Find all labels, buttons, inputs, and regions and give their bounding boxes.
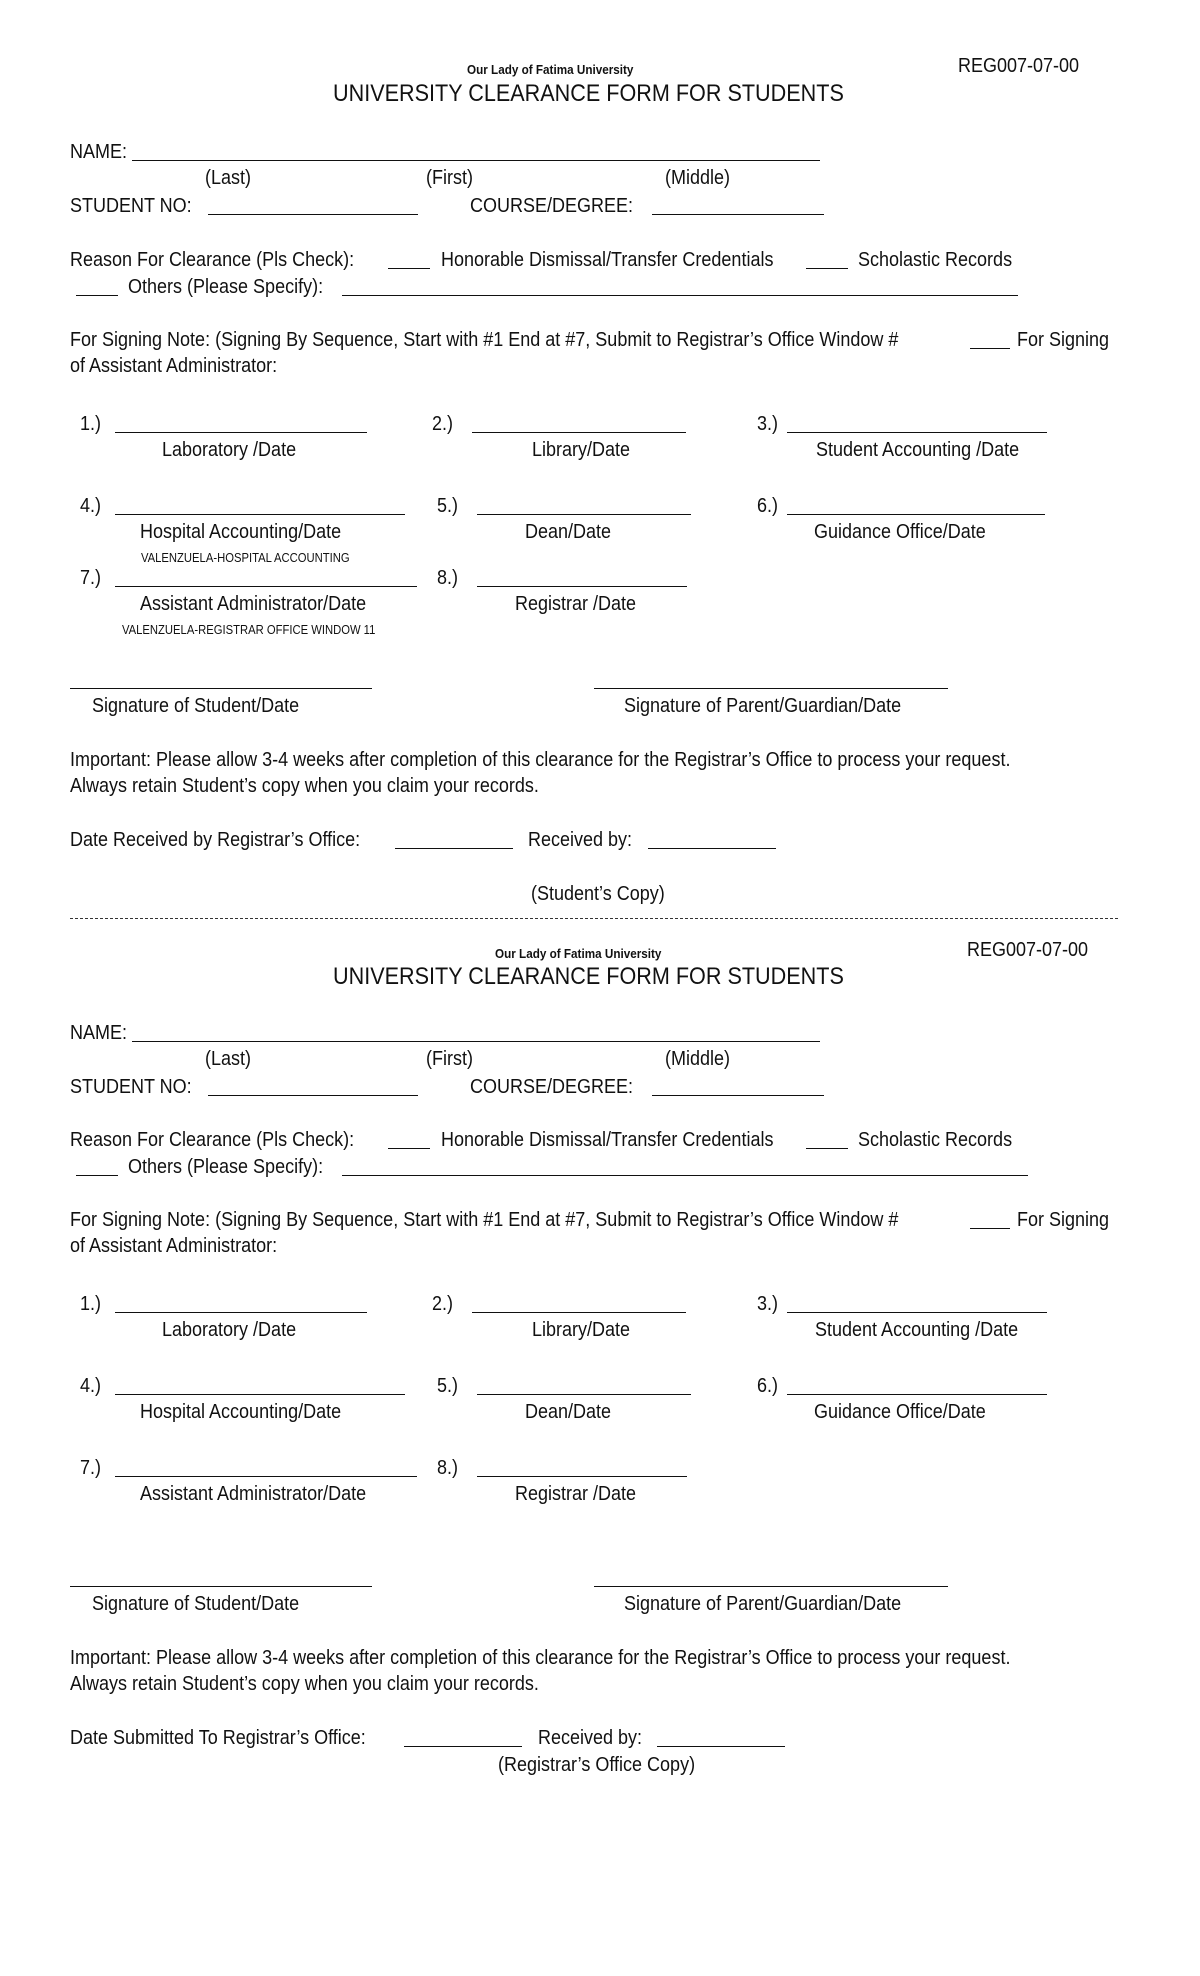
signatory-6-label: Guidance Office/Date bbox=[814, 1401, 986, 1423]
signatory-1-label: Laboratory /Date bbox=[162, 439, 297, 461]
signing-note-line2: of Assistant Administrator: bbox=[70, 1235, 278, 1257]
student-no-field[interactable] bbox=[208, 1095, 418, 1096]
received-by-field[interactable] bbox=[657, 1746, 785, 1747]
signatory-4-line[interactable] bbox=[115, 514, 405, 515]
signatory-5-label: Dean/Date bbox=[525, 521, 612, 543]
signatory-2-number: 2.) bbox=[432, 413, 454, 435]
parent-signature-label: Signature of Parent/Guardian/Date bbox=[624, 695, 902, 717]
name-label: NAME: bbox=[70, 1022, 128, 1044]
signatory-2-label: Library/Date bbox=[532, 1319, 631, 1341]
signing-note-cont: For Signing bbox=[1017, 329, 1110, 351]
student-no-field[interactable] bbox=[208, 214, 418, 215]
signatory-1-number: 1.) bbox=[80, 1293, 102, 1315]
signing-note-line2: of Assistant Administrator: bbox=[70, 355, 278, 377]
course-label: COURSE/DEGREE: bbox=[470, 1076, 634, 1098]
signing-note-cont: For Signing bbox=[1017, 1209, 1110, 1231]
name-field[interactable] bbox=[132, 160, 820, 161]
date-received-label: Date Received by Registrar’s Office: bbox=[70, 829, 361, 851]
signatory-3-number: 3.) bbox=[757, 413, 779, 435]
signatory-7-label: Assistant Administrator/Date bbox=[140, 593, 367, 615]
scholastic-records-checkbox[interactable] bbox=[806, 1148, 848, 1149]
reason-label: Reason For Clearance (Pls Check): bbox=[70, 1129, 355, 1151]
parent-signature-label: Signature of Parent/Guardian/Date bbox=[624, 1593, 902, 1615]
university-name: Our Lady of Fatima University bbox=[467, 62, 634, 77]
course-label: COURSE/DEGREE: bbox=[470, 195, 634, 217]
signatory-3-line[interactable] bbox=[787, 1312, 1047, 1313]
honorable-dismissal-checkbox[interactable] bbox=[388, 268, 430, 269]
name-middle-caption: (Middle) bbox=[665, 167, 731, 189]
signatory-5-line[interactable] bbox=[477, 514, 691, 515]
student-signature-line[interactable] bbox=[70, 1586, 372, 1587]
signatory-1-line[interactable] bbox=[115, 1312, 367, 1313]
form-title: UNIVERSITY CLEARANCE FORM FOR STUDENTS bbox=[333, 80, 844, 107]
window-number-field[interactable] bbox=[970, 1228, 1010, 1229]
student-signature-label: Signature of Student/Date bbox=[92, 695, 300, 717]
signatory-1-number: 1.) bbox=[80, 413, 102, 435]
important-note: Important: Please allow 3-4 weeks after completion of this clearance for the Registrar’s Office to process your request. bbox=[70, 1647, 1011, 1669]
signatory-2-line[interactable] bbox=[472, 432, 686, 433]
signatory-6-number: 6.) bbox=[757, 495, 779, 517]
scholastic-records-checkbox[interactable] bbox=[806, 268, 848, 269]
reason-others-label: Others (Please Specify): bbox=[128, 276, 324, 298]
signatory-5-label: Dean/Date bbox=[525, 1401, 612, 1423]
parent-signature-line[interactable] bbox=[594, 688, 948, 689]
window-number-field[interactable] bbox=[970, 348, 1010, 349]
student-signature-label: Signature of Student/Date bbox=[92, 1593, 300, 1615]
signatory-7-note: VALENZUELA-REGISTRAR OFFICE WINDOW 11 bbox=[122, 623, 376, 637]
signatory-8-number: 8.) bbox=[437, 1457, 459, 1479]
signatory-7-line[interactable] bbox=[115, 1476, 417, 1477]
name-first-caption: (First) bbox=[426, 167, 473, 189]
reason-honorable-label: Honorable Dismissal/Transfer Credentials bbox=[441, 1129, 774, 1151]
reason-others-label: Others (Please Specify): bbox=[128, 1156, 324, 1178]
signatory-3-line[interactable] bbox=[787, 432, 1047, 433]
form-title: UNIVERSITY CLEARANCE FORM FOR STUDENTS bbox=[333, 963, 844, 990]
name-first-caption: (First) bbox=[426, 1048, 473, 1070]
signatory-1-label: Laboratory /Date bbox=[162, 1319, 297, 1341]
date-received-field[interactable] bbox=[395, 848, 513, 849]
name-middle-caption: (Middle) bbox=[665, 1048, 731, 1070]
signatory-6-line[interactable] bbox=[787, 514, 1045, 515]
copy-label: (Registrar’s Office Copy) bbox=[498, 1754, 696, 1776]
signatory-4-number: 4.) bbox=[80, 1375, 102, 1397]
signatory-3-label: Student Accounting /Date bbox=[815, 1319, 1019, 1341]
signatory-8-line[interactable] bbox=[477, 586, 687, 587]
others-checkbox[interactable] bbox=[76, 295, 118, 296]
reason-scholastic-label: Scholastic Records bbox=[858, 1129, 1013, 1151]
reason-label: Reason For Clearance (Pls Check): bbox=[70, 249, 355, 271]
important-note: Important: Please allow 3-4 weeks after completion of this clearance for the Registrar’s Office to process your request. bbox=[70, 749, 1011, 771]
signatory-7-label: Assistant Administrator/Date bbox=[140, 1483, 367, 1505]
cut-line bbox=[70, 918, 1118, 919]
signatory-5-number: 5.) bbox=[437, 1375, 459, 1397]
others-checkbox[interactable] bbox=[76, 1175, 118, 1176]
signatory-3-label: Student Accounting /Date bbox=[816, 439, 1020, 461]
others-specify-field[interactable] bbox=[342, 295, 1018, 296]
copy-label: (Student’s Copy) bbox=[531, 883, 665, 905]
signatory-4-label: Hospital Accounting/Date bbox=[140, 521, 342, 543]
signatory-6-line[interactable] bbox=[787, 1394, 1047, 1395]
important-note-line2: Always retain Student’s copy when you claim your records. bbox=[70, 775, 539, 797]
name-last-caption: (Last) bbox=[205, 167, 252, 189]
signatory-2-line[interactable] bbox=[472, 1312, 686, 1313]
honorable-dismissal-checkbox[interactable] bbox=[388, 1148, 430, 1149]
received-by-label: Received by: bbox=[528, 829, 633, 851]
student-no-label: STUDENT NO: bbox=[70, 195, 192, 217]
name-label: NAME: bbox=[70, 141, 128, 163]
received-by-field[interactable] bbox=[648, 848, 776, 849]
signatory-5-number: 5.) bbox=[437, 495, 459, 517]
name-last-caption: (Last) bbox=[205, 1048, 252, 1070]
signatory-8-label: Registrar /Date bbox=[515, 593, 637, 615]
signatory-4-line[interactable] bbox=[115, 1394, 405, 1395]
others-specify-field[interactable] bbox=[342, 1175, 1028, 1176]
important-note-line2: Always retain Student’s copy when you claim your records. bbox=[70, 1673, 539, 1695]
name-field[interactable] bbox=[132, 1041, 820, 1042]
course-field[interactable] bbox=[652, 214, 824, 215]
date-submitted-label: Date Submitted To Registrar’s Office: bbox=[70, 1727, 366, 1749]
reason-scholastic-label: Scholastic Records bbox=[858, 249, 1013, 271]
signatory-8-line[interactable] bbox=[477, 1476, 687, 1477]
signatory-4-note: VALENZUELA-HOSPITAL ACCOUNTING bbox=[141, 551, 350, 565]
form-code: REG007-07-00 bbox=[958, 55, 1080, 77]
course-field[interactable] bbox=[652, 1095, 824, 1096]
student-no-label: STUDENT NO: bbox=[70, 1076, 192, 1098]
signatory-8-label: Registrar /Date bbox=[515, 1483, 637, 1505]
student-signature-line[interactable] bbox=[70, 688, 372, 689]
signatory-6-number: 6.) bbox=[757, 1375, 779, 1397]
signatory-3-number: 3.) bbox=[757, 1293, 779, 1315]
signatory-2-label: Library/Date bbox=[532, 439, 631, 461]
signatory-7-number: 7.) bbox=[80, 1457, 102, 1479]
signatory-4-label: Hospital Accounting/Date bbox=[140, 1401, 342, 1423]
signatory-4-number: 4.) bbox=[80, 495, 102, 517]
signing-note: For Signing Note: (Signing By Sequence, Start with #1 End at #7, Submit to Registrar’s Office Window # bbox=[70, 329, 899, 351]
signatory-6-label: Guidance Office/Date bbox=[814, 521, 986, 543]
signatory-1-line[interactable] bbox=[115, 432, 367, 433]
signatory-7-number: 7.) bbox=[80, 567, 102, 589]
signatory-2-number: 2.) bbox=[432, 1293, 454, 1315]
signatory-7-line[interactable] bbox=[115, 586, 417, 587]
signatory-8-number: 8.) bbox=[437, 567, 459, 589]
reason-honorable-label: Honorable Dismissal/Transfer Credentials bbox=[441, 249, 774, 271]
university-name: Our Lady of Fatima University bbox=[495, 946, 662, 961]
signatory-5-line[interactable] bbox=[477, 1394, 691, 1395]
parent-signature-line[interactable] bbox=[594, 1586, 948, 1587]
received-by-label: Received by: bbox=[538, 1727, 643, 1749]
form-code: REG007-07-00 bbox=[967, 939, 1089, 961]
signing-note: For Signing Note: (Signing By Sequence, Start with #1 End at #7, Submit to Registrar’s Office Window # bbox=[70, 1209, 899, 1231]
date-submitted-field[interactable] bbox=[404, 1746, 522, 1747]
